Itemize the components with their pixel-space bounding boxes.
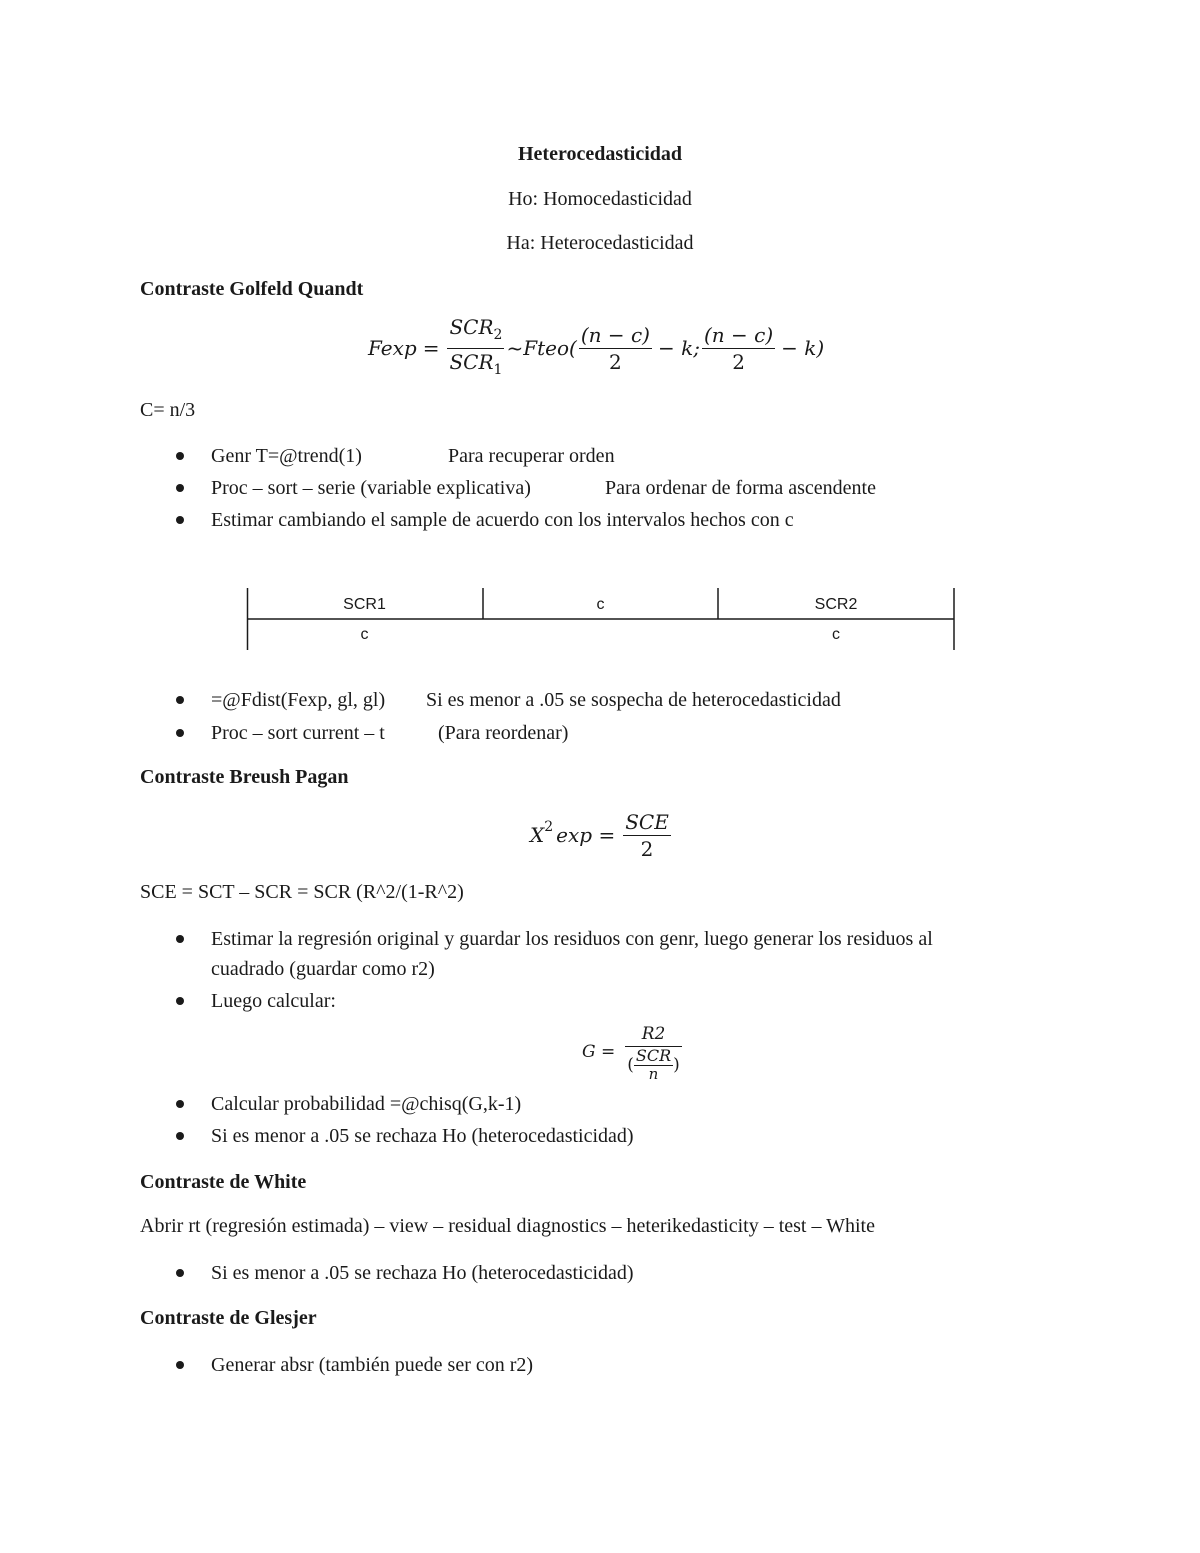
section-heading-white: Contraste de White (140, 1171, 307, 1193)
bullet-calcular-probabilidad: Calcular probabilidad =@chisq(G,k-1) (211, 1093, 522, 1115)
diagram-label-scr2: SCR2 (814, 596, 858, 613)
chi-square-formula: X $^2$ exp = $\frac{\text{SCE}}{2}$ (530, 809, 669, 861)
bullet-proc-sort-current-note: (Para reordenar) (438, 722, 569, 744)
bullet-rechaza-ho-white: Si es menor a .05 se rechaza Ho (heterocedasticidad) (211, 1262, 634, 1284)
diagram-label-c-middle: c (596, 596, 605, 613)
null-hypothesis: Ho: Homocedasticidad (508, 188, 692, 210)
fteo-label: ~Fteo( (506, 336, 577, 360)
bullet-icon (176, 696, 184, 704)
fexp-formula: Fexp = $\frac{SCR_2}{SCR_1}$ ~Fteo( $\frac{(n - c)}{2}$ − k; $\frac{(n - c)}{2}$ − k) (368, 312, 824, 384)
white-instructions: Abrir rt (regresión estimada) – view – residual diagnostics – heterikedasticity – test – White (140, 1215, 875, 1237)
sce-fraction: $\frac{\text{SCE}}{2}$ (625, 809, 669, 861)
bullet-icon (176, 729, 184, 737)
bullet-icon (176, 484, 184, 492)
bullet-genr-trend: Genr T=@trend(1) (211, 445, 362, 467)
minus-k-1: − k; (657, 336, 700, 360)
sce-definition: SCE = SCT – SCR = SCR (R^2/(1-R^2) (140, 881, 464, 903)
g-formula: G = R2 ( $\frac{\text{SCR}}{n}$ ) (582, 1024, 680, 1083)
scr-over-n: $\frac{\text{SCR}}{n}$ (635, 1046, 672, 1083)
bullet-icon (176, 1361, 184, 1369)
df-fraction-2: $\frac{(n - c)}{2}$ (703, 322, 774, 374)
bullet-genr-trend-note: Para recuperar orden (448, 445, 615, 467)
scr-ratio: $\frac{SCR_2}{SCR_1}$ (449, 314, 503, 378)
formula-lhs: Fexp (368, 336, 417, 360)
bullet-fdist: =@Fdist(Fexp, gl, gl) (211, 689, 386, 711)
bullet-icon (176, 1269, 184, 1277)
page-title: Heterocedasticidad (517, 143, 683, 165)
bullet-icon (176, 516, 184, 524)
bullet-icon (176, 1100, 184, 1108)
bullet-rechaza-ho-bp: Si es menor a .05 se rechaza Ho (heterocedasticidad) (211, 1125, 634, 1147)
alt-hypothesis: Ha: Heterocedasticidad (506, 232, 694, 254)
bullet-generar-absr: Generar absr (también puede ser con r2) (211, 1354, 534, 1376)
bullet-icon (176, 997, 184, 1005)
diagram-label-c-left: c (360, 626, 369, 643)
section-heading-breush-pagan: Contraste Breush Pagan (140, 766, 349, 788)
diagram-label-c-right: c (832, 626, 840, 643)
bullet-estimar-regresion-cont: cuadrado (guardar como r2) (211, 958, 435, 980)
bullet-proc-sort: Proc – sort – serie (variable explicativa) (211, 477, 531, 499)
g-fraction: R2 ( $\frac{\text{SCR}}{n}$ ) (627, 1024, 680, 1083)
diagram-label-scr1: SCR1 (343, 596, 386, 613)
bullet-fdist-note: Si es menor a .05 se sospecha de heterocedasticidad (426, 689, 841, 711)
minus-k-2: − k) (781, 336, 825, 360)
interval-diagram (246, 588, 956, 650)
bullet-icon (176, 1132, 184, 1140)
bullet-estimar-regresion: Estimar la regresión original y guardar los residuos con genr, luego generar los residuos al (211, 928, 933, 950)
bullet-proc-sort-note: Para ordenar de forma ascendente (605, 477, 876, 499)
section-heading-golfeld-quandt: Contraste Golfeld Quandt (140, 278, 364, 300)
bullet-luego-calcular: Luego calcular: (211, 990, 336, 1012)
df-fraction-1: $\frac{(n - c)}{2}$ (580, 322, 650, 374)
bullet-estimar-sample: Estimar cambiando el sample de acuerdo con los intervalos hechos con c (211, 509, 794, 531)
bullet-proc-sort-current: Proc – sort current – t (211, 722, 385, 744)
c-definition: C= n/3 (140, 399, 196, 421)
bullet-icon (176, 935, 184, 943)
bullet-icon (176, 452, 184, 460)
section-heading-glesjer: Contraste de Glesjer (140, 1307, 317, 1329)
